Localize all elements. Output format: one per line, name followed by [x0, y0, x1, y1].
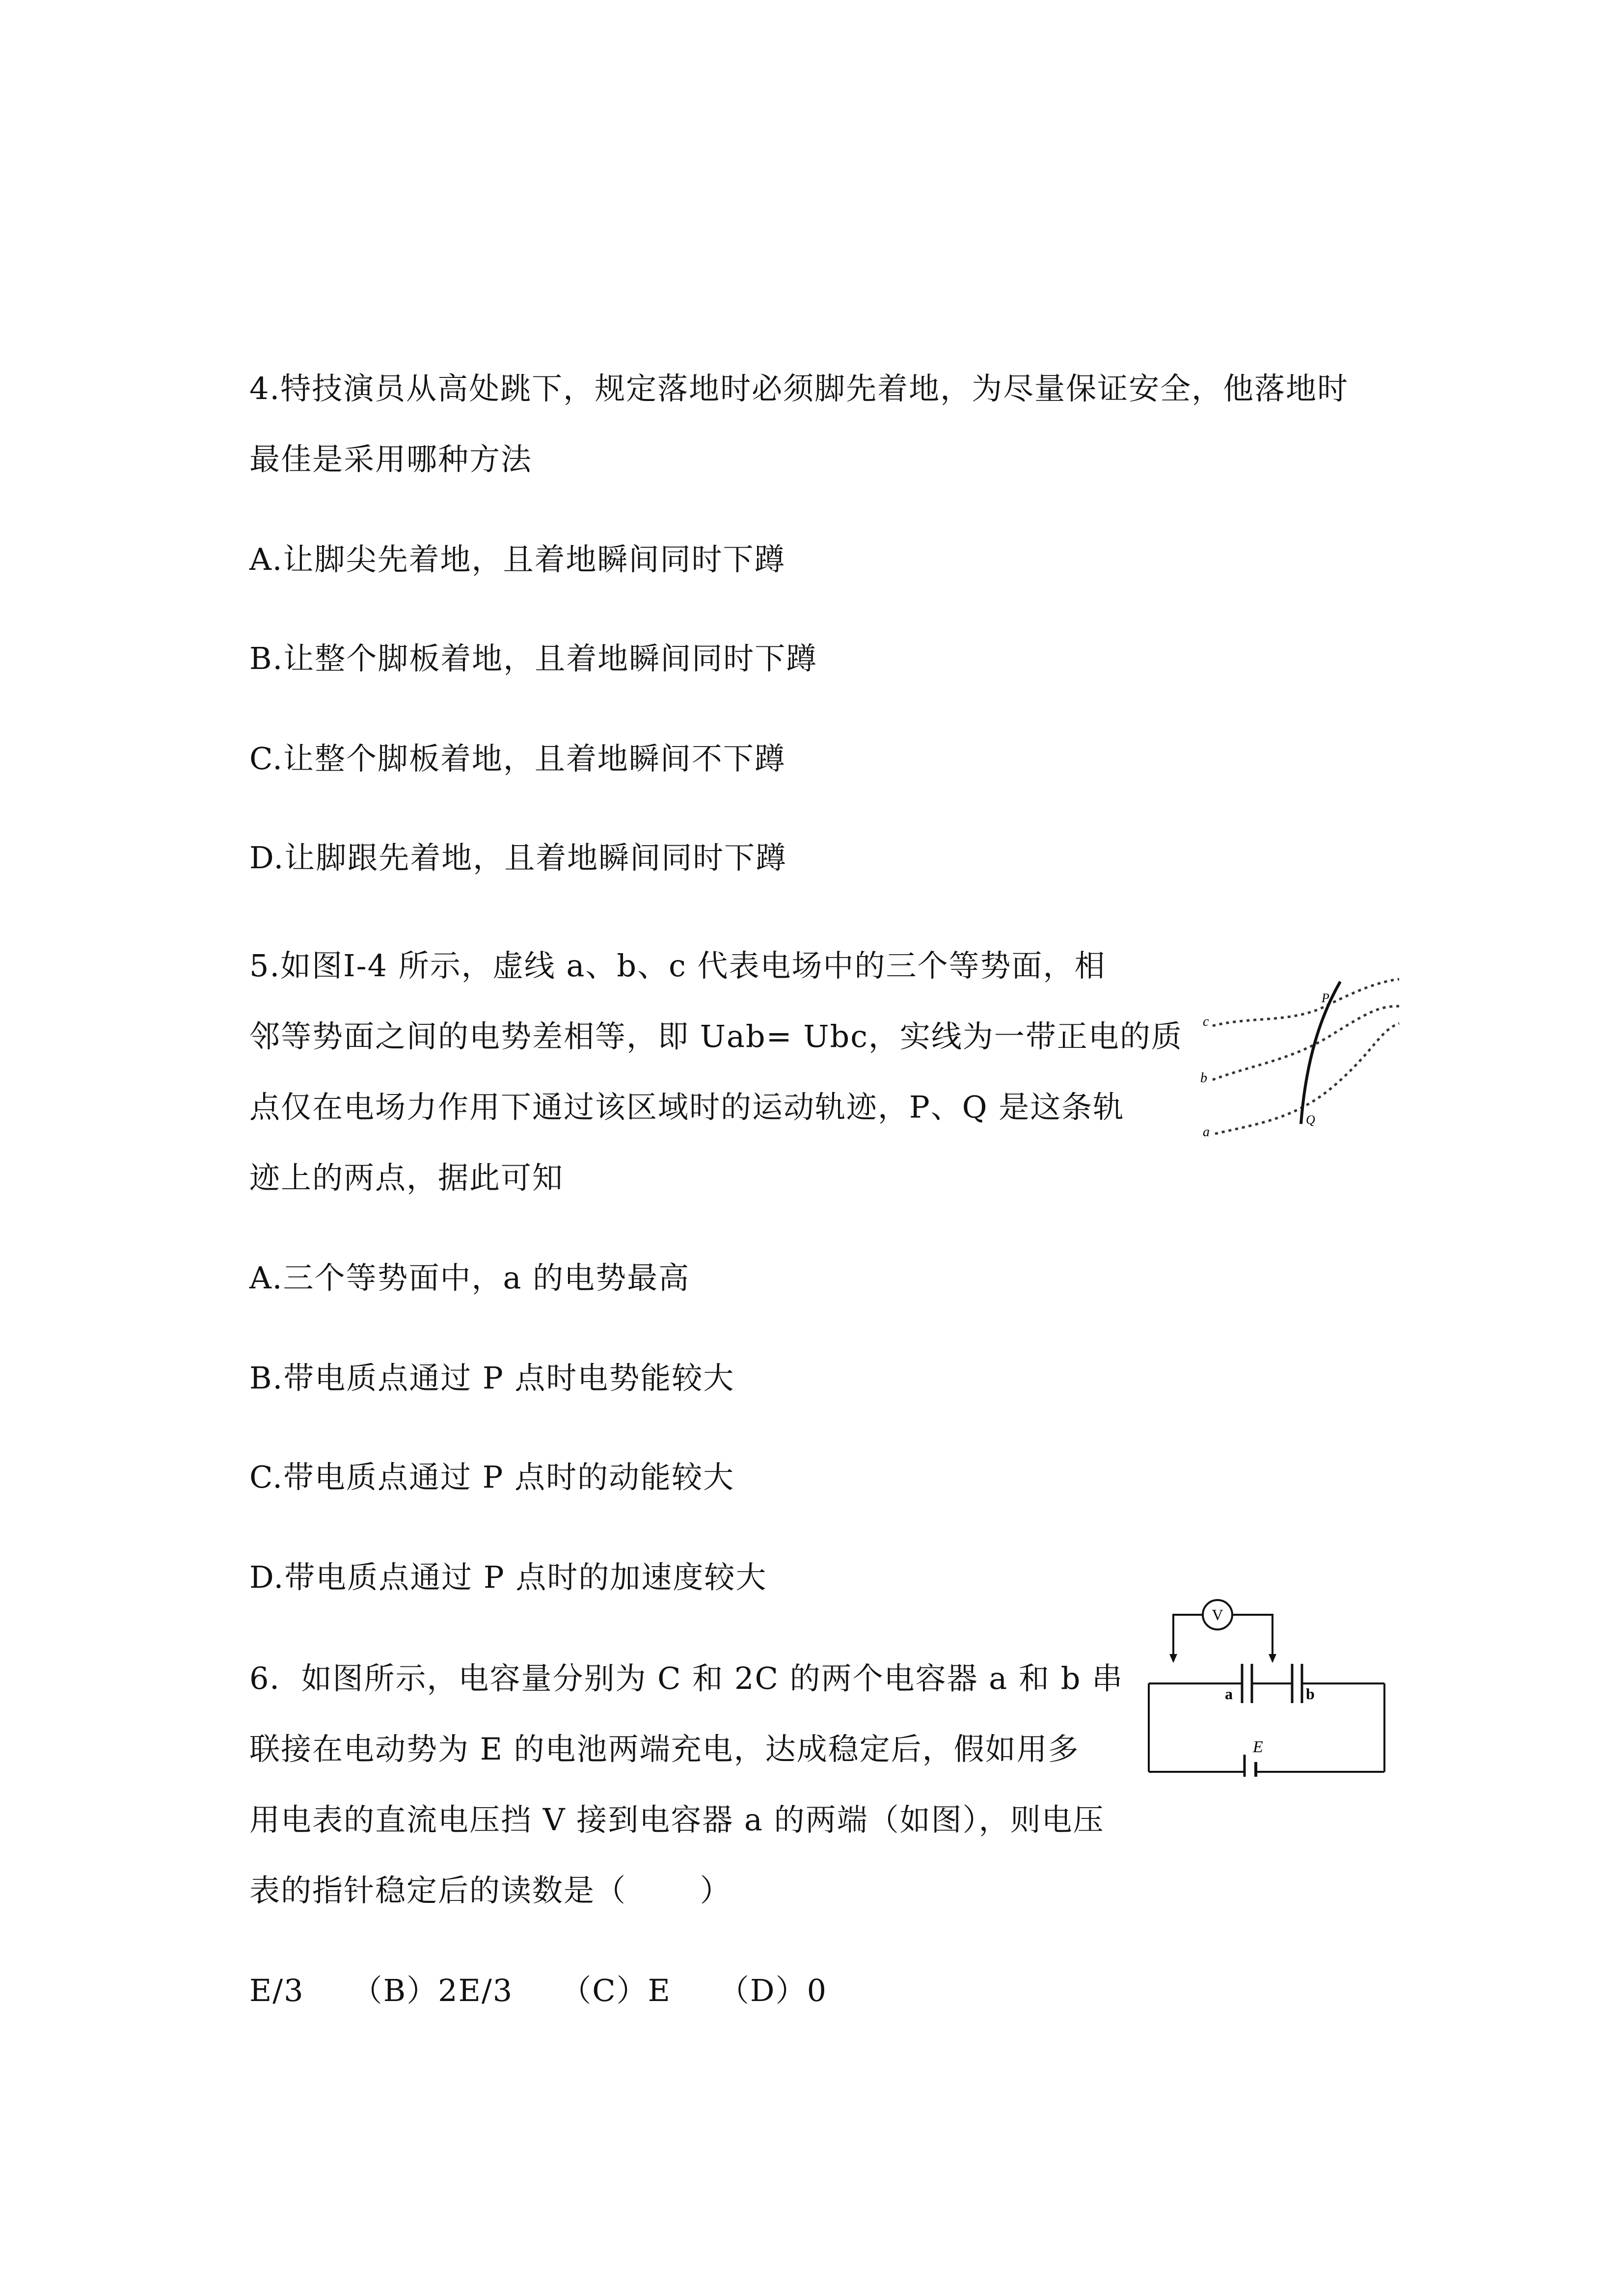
q6-stem-line-2: 联接在电动势为 E 的电池两端充电，达成稳定后，假如用多: [249, 1731, 1080, 1767]
q5-option-c: C.带电质点通过 P 点时的动能较大: [249, 1459, 735, 1495]
q6-stem-line-4: 表的指针稳定后的读数是（ ）: [249, 1872, 731, 1908]
q5-stem-line-3: 点仅在电场力作用下通过该区域时的运动轨迹，P、Q 是这条轨: [249, 1089, 1125, 1125]
voltmeter-lead-right: [1232, 1615, 1272, 1661]
lead-arrow-left-icon: [1169, 1654, 1177, 1663]
emf-label: E: [1253, 1738, 1263, 1756]
q4-option-b: B.让整个脚板着地，且着地瞬间同时下蹲: [249, 641, 818, 676]
capacitor-circuit-figure: [1144, 1590, 1389, 1777]
equipotential-line-c: [1213, 979, 1399, 1026]
equipotential-line-b: [1213, 1006, 1399, 1080]
q4-stem-line-1: 4.特技演员从高处跳下，规定落地时必须脚先着地，为尽量保证安全，他落地时: [249, 371, 1349, 406]
q4-option-a: A.让脚尖先着地，且着地瞬间同时下蹲: [249, 541, 786, 577]
label-c: c: [1203, 1014, 1209, 1029]
label-p: P: [1322, 991, 1329, 1005]
q5-stem-line-2: 邻等势面之间的电势差相等，即 Uab= Ubc，实线为一带正电的质: [249, 1018, 1183, 1054]
q6-stem-line-1: 6．如图所示，电容量分别为 C 和 2C 的两个电容器 a 和 b 串: [249, 1660, 1124, 1696]
q4-option-c: C.让整个脚板着地，且着地瞬间不下蹲: [249, 741, 786, 776]
q4-option-d: D.让脚跟先着地，且着地瞬间同时下蹲: [249, 840, 787, 876]
q5-option-b: B.带电质点通过 P 点时电势能较大: [249, 1360, 735, 1396]
q5-option-d: D.带电质点通过 P 点时的加速度较大: [249, 1559, 767, 1595]
q5-stem-line-4: 迹上的两点，据此可知: [249, 1160, 564, 1196]
equipotential-figure: [1193, 977, 1409, 1158]
q6-answer-choices: E/3 （B）2E/3 （C）E （D）0: [249, 1973, 828, 2008]
capacitor-b-label: b: [1306, 1685, 1315, 1703]
lead-arrow-right-icon: [1269, 1654, 1276, 1663]
q5-stem-line-1: 5.如图Ⅰ-4 所示，虚线 a、b、c 代表电场中的三个等势面，相: [249, 948, 1106, 984]
label-b: b: [1200, 1070, 1207, 1086]
q6-stem-line-3: 用电表的直流电压挡 V 接到电容器 a 的两端（如图），则电压: [249, 1802, 1105, 1838]
capacitor-a-label: a: [1225, 1685, 1233, 1703]
label-a: a: [1203, 1124, 1210, 1140]
q4-stem-line-2: 最佳是采用哪种方法: [249, 441, 533, 477]
label-q: Q: [1306, 1113, 1315, 1127]
q5-option-a: A.三个等势面中，a 的电势最高: [249, 1260, 690, 1296]
voltmeter-label: V: [1212, 1606, 1223, 1624]
voltmeter-lead-left: [1173, 1615, 1203, 1661]
